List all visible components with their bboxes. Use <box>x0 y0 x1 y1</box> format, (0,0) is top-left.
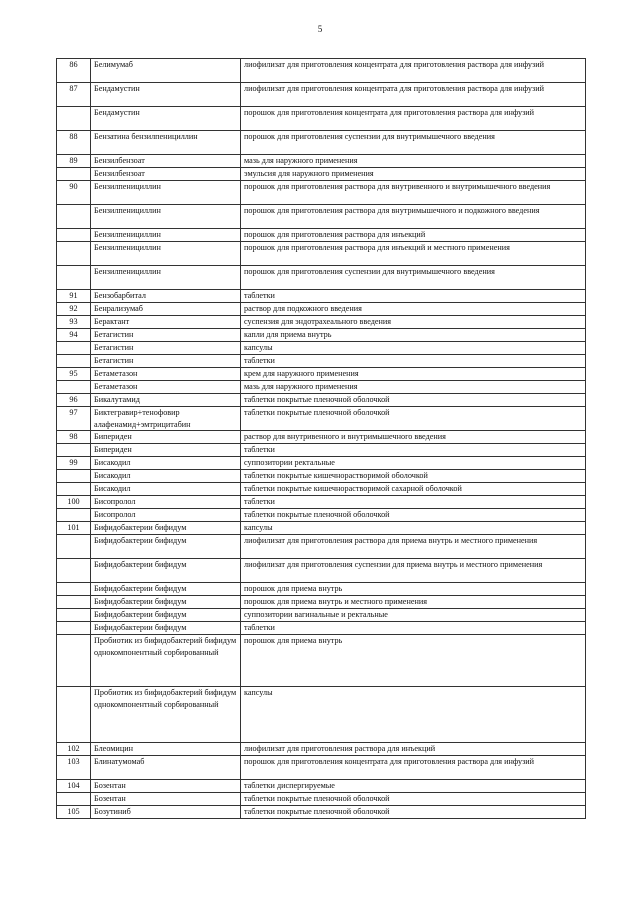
dosage-form-cell: порошок для приготовления раствора для инъекций <box>241 229 586 242</box>
table-row <box>57 355 586 368</box>
drug-name-cell: Бензилпенициллин <box>91 205 241 229</box>
row-number-cell: 95 <box>57 368 91 381</box>
table-row <box>57 131 586 155</box>
row-number-cell: 99 <box>57 457 91 470</box>
dosage-form-cell: порошок для приема внутрь <box>241 635 586 687</box>
row-number-cell: 89 <box>57 155 91 168</box>
dosage-form-cell: таблетки покрытые пленочной оболочкой <box>241 806 586 819</box>
table-row <box>57 793 586 806</box>
drug-name-cell: Бифидобактерии бифидум <box>91 535 241 559</box>
drug-name-cell: Бипериден <box>91 431 241 444</box>
table-row <box>57 107 586 131</box>
dosage-form-cell: таблетки <box>241 622 586 635</box>
drug-name-cell: Бензилпенициллин <box>91 229 241 242</box>
dosage-form-cell: порошок для приема внутрь и местного применения <box>241 596 586 609</box>
table-row <box>57 168 586 181</box>
dosage-form-cell: лиофилизат для приготовления раствора для инъекций <box>241 743 586 756</box>
drug-name-cell: Бензилпенициллин <box>91 181 241 205</box>
table-row <box>57 368 586 381</box>
table-row <box>57 266 586 290</box>
dosage-form-cell: крем для наружного применения <box>241 368 586 381</box>
table-row <box>57 483 586 496</box>
dosage-form-cell: таблетки покрытые пленочной оболочкой <box>241 793 586 806</box>
row-number-cell <box>57 242 91 266</box>
dosage-form-cell: порошок для приготовления раствора для внутривенного и внутримышечного введения <box>241 181 586 205</box>
drug-name-cell: Бенрализумаб <box>91 303 241 316</box>
drug-name-cell: Бисакодил <box>91 457 241 470</box>
table-row <box>57 622 586 635</box>
drug-name-cell: Бетагистин <box>91 355 241 368</box>
row-number-cell: 104 <box>57 780 91 793</box>
drug-name-cell: Бензилпенициллин <box>91 242 241 266</box>
table-row <box>57 303 586 316</box>
table-row <box>57 559 586 583</box>
drug-name-cell: Белимумаб <box>91 59 241 83</box>
table-row <box>57 342 586 355</box>
table-row <box>57 609 586 622</box>
row-number-cell: 92 <box>57 303 91 316</box>
row-number-cell <box>57 793 91 806</box>
table-row <box>57 83 586 107</box>
table-row <box>57 155 586 168</box>
drug-name-cell: Бензилбензоат <box>91 155 241 168</box>
dosage-form-cell: капли для приема внутрь <box>241 329 586 342</box>
table-row <box>57 687 586 743</box>
table-row <box>57 496 586 509</box>
row-number-cell <box>57 687 91 743</box>
dosage-form-cell: мазь для наружного применения <box>241 155 586 168</box>
row-number-cell <box>57 342 91 355</box>
row-number-cell: 105 <box>57 806 91 819</box>
table-row <box>57 407 586 431</box>
dosage-form-cell: таблетки <box>241 496 586 509</box>
row-number-cell: 90 <box>57 181 91 205</box>
row-number-cell <box>57 535 91 559</box>
table-row <box>57 444 586 457</box>
table-row <box>57 229 586 242</box>
drug-name-cell: Бифидобактерии бифидум <box>91 622 241 635</box>
dosage-form-cell: лиофилизат для приготовления концентрата для приготовления раствора для инфузий <box>241 59 586 83</box>
table-row <box>57 522 586 535</box>
dosage-form-cell: суппозитории ректальные <box>241 457 586 470</box>
drug-name-cell: Бетагистин <box>91 329 241 342</box>
table-row <box>57 743 586 756</box>
row-number-cell: 96 <box>57 394 91 407</box>
drug-name-cell: Бозутиниб <box>91 806 241 819</box>
table-row <box>57 635 586 687</box>
table-row <box>57 470 586 483</box>
table-row <box>57 535 586 559</box>
row-number-cell <box>57 635 91 687</box>
row-number-cell <box>57 559 91 583</box>
drug-name-cell: Бифидобактерии бифидум <box>91 609 241 622</box>
row-number-cell: 102 <box>57 743 91 756</box>
table-row <box>57 780 586 793</box>
dosage-form-cell: капсулы <box>241 687 586 743</box>
drug-name-cell: Пробиотик из бифидобактерий бифидум однокомпонентный сорбированный <box>91 635 241 687</box>
drug-name-cell: Бетаметазон <box>91 368 241 381</box>
row-number-cell <box>57 205 91 229</box>
drug-name-cell: Бифидобактерии бифидум <box>91 583 241 596</box>
dosage-form-cell: порошок для приема внутрь <box>241 583 586 596</box>
table-row <box>57 394 586 407</box>
dosage-form-cell: мазь для наружного применения <box>241 381 586 394</box>
row-number-cell <box>57 596 91 609</box>
row-number-cell: 93 <box>57 316 91 329</box>
drug-name-cell: Бетаметазон <box>91 381 241 394</box>
row-number-cell: 87 <box>57 83 91 107</box>
dosage-form-cell: суппозитории вагинальные и ректальные <box>241 609 586 622</box>
drug-table <box>56 58 586 819</box>
dosage-form-cell: суспензия для эндотрахеального введения <box>241 316 586 329</box>
row-number-cell: 88 <box>57 131 91 155</box>
dosage-form-cell: капсулы <box>241 522 586 535</box>
row-number-cell <box>57 229 91 242</box>
row-number-cell <box>57 381 91 394</box>
drug-name-cell: Блинатумомаб <box>91 756 241 780</box>
table-row <box>57 583 586 596</box>
drug-table-body <box>57 59 586 819</box>
drug-name-cell: Бензобарбитал <box>91 290 241 303</box>
dosage-form-cell: лиофилизат для приготовления суспензии для приема внутрь и местного применения <box>241 559 586 583</box>
drug-name-cell: Бисакодил <box>91 470 241 483</box>
table-row <box>57 205 586 229</box>
row-number-cell: 98 <box>57 431 91 444</box>
drug-name-cell: Берактант <box>91 316 241 329</box>
drug-name-cell: Бифидобактерии бифидум <box>91 559 241 583</box>
row-number-cell <box>57 470 91 483</box>
drug-name-cell: Бетагистин <box>91 342 241 355</box>
dosage-form-cell: эмульсия для наружного применения <box>241 168 586 181</box>
dosage-form-cell: таблетки диспергируемые <box>241 780 586 793</box>
dosage-form-cell: раствор для подкожного введения <box>241 303 586 316</box>
row-number-cell <box>57 609 91 622</box>
drug-name-cell: Бозентан <box>91 780 241 793</box>
row-number-cell <box>57 355 91 368</box>
row-number-cell <box>57 107 91 131</box>
row-number-cell: 100 <box>57 496 91 509</box>
dosage-form-cell: порошок для приготовления суспензии для внутримышечного введения <box>241 131 586 155</box>
row-number-cell: 103 <box>57 756 91 780</box>
table-row <box>57 59 586 83</box>
drug-name-cell: Бифидобактерии бифидум <box>91 596 241 609</box>
row-number-cell: 91 <box>57 290 91 303</box>
dosage-form-cell: таблетки покрытые кишечнорастворимой сахарной оболочкой <box>241 483 586 496</box>
drug-name-cell: Бикалутамид <box>91 394 241 407</box>
table-row <box>57 457 586 470</box>
dosage-form-cell: лиофилизат для приготовления концентрата для приготовления раствора для инфузий <box>241 83 586 107</box>
drug-name-cell: Бифидобактерии бифидум <box>91 522 241 535</box>
table-row <box>57 431 586 444</box>
drug-name-cell: Бозентан <box>91 793 241 806</box>
row-number-cell <box>57 444 91 457</box>
dosage-form-cell: порошок для приготовления концентрата для приготовления раствора для инфузий <box>241 756 586 780</box>
dosage-form-cell: таблетки покрытые пленочной оболочкой <box>241 407 586 431</box>
row-number-cell: 94 <box>57 329 91 342</box>
table-row <box>57 509 586 522</box>
dosage-form-cell: таблетки покрытые кишечнорастворимой оболочкой <box>241 470 586 483</box>
dosage-form-cell: лиофилизат для приготовления раствора для приема внутрь и местного применения <box>241 535 586 559</box>
table-row <box>57 242 586 266</box>
drug-name-cell: Бисакодил <box>91 483 241 496</box>
row-number-cell <box>57 483 91 496</box>
dosage-form-cell: таблетки <box>241 290 586 303</box>
row-number-cell <box>57 266 91 290</box>
table-row <box>57 316 586 329</box>
row-number-cell <box>57 168 91 181</box>
dosage-form-cell: таблетки <box>241 355 586 368</box>
row-number-cell: 86 <box>57 59 91 83</box>
drug-name-cell: Бендамустин <box>91 107 241 131</box>
dosage-form-cell: таблетки покрытые пленочной оболочкой <box>241 394 586 407</box>
drug-name-cell: Блеомицин <box>91 743 241 756</box>
page-number: 5 <box>317 24 323 34</box>
dosage-form-cell: порошок для приготовления суспензии для внутримышечного введения <box>241 266 586 290</box>
dosage-form-cell: капсулы <box>241 342 586 355</box>
drug-name-cell: Бендамустин <box>91 83 241 107</box>
table-row <box>57 290 586 303</box>
table-row <box>57 181 586 205</box>
row-number-cell: 97 <box>57 407 91 431</box>
table-row <box>57 596 586 609</box>
drug-name-cell: Бензилбензоат <box>91 168 241 181</box>
drug-name-cell: Бензилпенициллин <box>91 266 241 290</box>
dosage-form-cell: порошок для приготовления раствора для внутримышечного и подкожного введения <box>241 205 586 229</box>
dosage-form-cell: порошок для приготовления концентрата для приготовления раствора для инфузий <box>241 107 586 131</box>
drug-name-cell: Бипериден <box>91 444 241 457</box>
drug-name-cell: Пробиотик из бифидобактерий бифидум однокомпонентный сорбированный <box>91 687 241 743</box>
drug-name-cell: Бисопролол <box>91 496 241 509</box>
row-number-cell: 101 <box>57 522 91 535</box>
row-number-cell <box>57 509 91 522</box>
table-row <box>57 329 586 342</box>
drug-name-cell: Бензатина бензилпенициллин <box>91 131 241 155</box>
row-number-cell <box>57 622 91 635</box>
table-row <box>57 806 586 819</box>
table-row <box>57 381 586 394</box>
dosage-form-cell: таблетки покрытые пленочной оболочкой <box>241 509 586 522</box>
table-row <box>57 756 586 780</box>
dosage-form-cell: раствор для внутривенного и внутримышечного введения <box>241 431 586 444</box>
dosage-form-cell: порошок для приготовления раствора для инъекций и местного применения <box>241 242 586 266</box>
drug-name-cell: Биктегравир+тенофовир алафенамид+эмтрицитабин <box>91 407 241 431</box>
dosage-form-cell: таблетки <box>241 444 586 457</box>
drug-name-cell: Бисопролол <box>91 509 241 522</box>
row-number-cell <box>57 583 91 596</box>
